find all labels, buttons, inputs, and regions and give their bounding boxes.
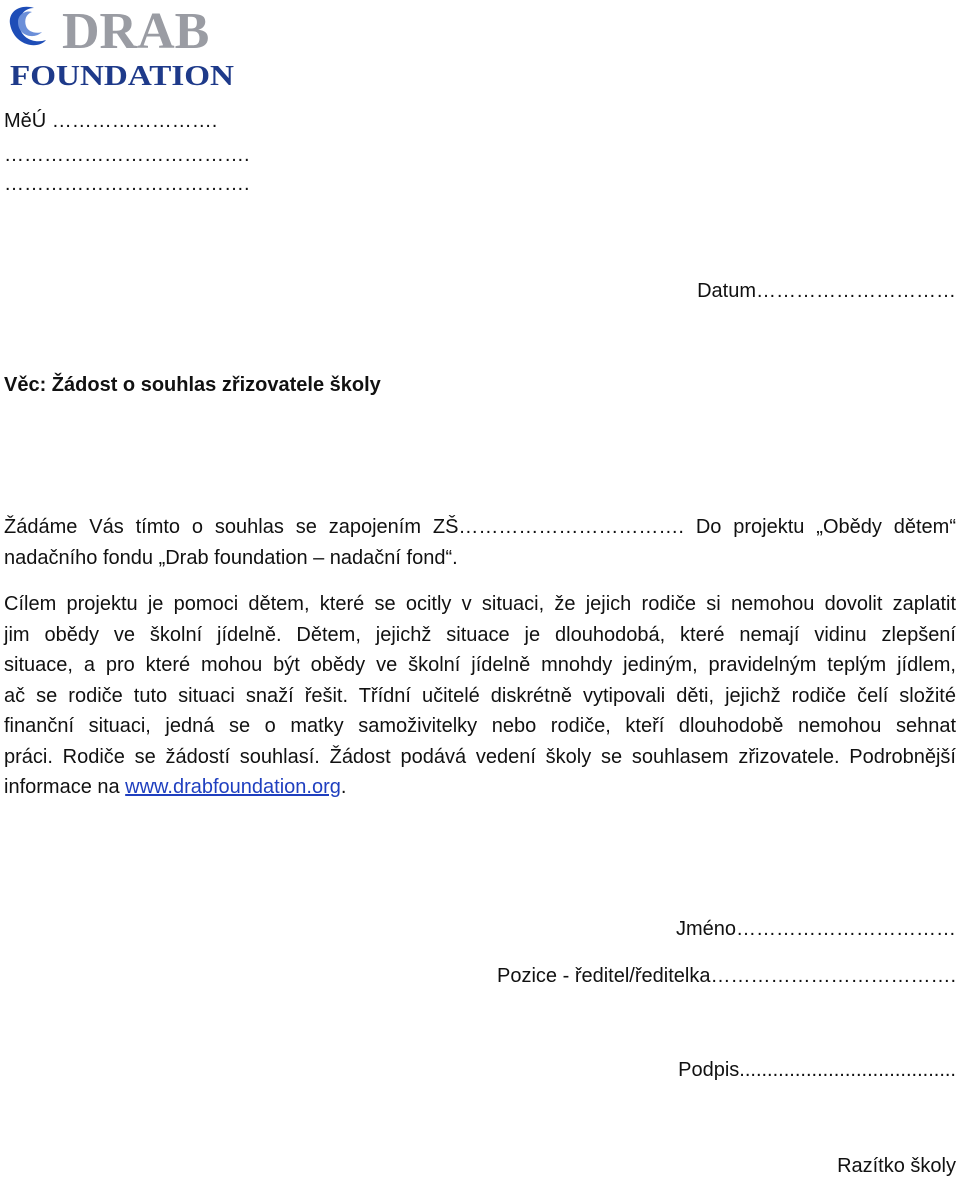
project-line-1: Cílem projektu je pomoci dětem, které se ocitly v situaci, že jejich rodiče si nemohou dovolit zaplatit xyxy=(4,593,956,615)
project-paragraph xyxy=(4,589,956,803)
project-line-6: práci. Rodiče se žádostí souhlasí. Žádost podává vedení školy se souhlasem zřizovatele. Podrobnější xyxy=(4,745,956,768)
project-line-2: jim obědy ve školní jídelně. Dětem, jejichž situace je dlouhodobá, které nemají vidinu zlepšení xyxy=(4,623,956,646)
swoosh-icon xyxy=(10,7,46,45)
signature-line: Podpis....................................... xyxy=(678,1059,956,1081)
logo-foundation-text: FOUNDATION xyxy=(10,61,234,88)
address-line-1: MěÚ ……………………. xyxy=(4,110,218,132)
drabfoundation-link[interactable]: www.drabfoundation.org xyxy=(125,776,341,798)
project-line-5: finanční situaci, jedná se o matky samoživitelky nebo rodiče, kteří dlouhodobě nemohou sehnat xyxy=(4,715,956,737)
drab-foundation-logo xyxy=(4,2,236,88)
date-line: Datum………………………… xyxy=(697,280,956,302)
logo-drab-text: DRAB xyxy=(62,3,210,60)
position-line: Pozice - ředitel/ředitelka………………………………. xyxy=(497,965,956,987)
address-line-2: ………………………………. xyxy=(4,144,250,166)
project-line-7 xyxy=(4,772,956,803)
request-line-2: nadačního fondu „Drab foundation – nadační fond“. xyxy=(4,546,458,569)
school-stamp-label: Razítko školy xyxy=(837,1155,956,1177)
info-suffix: . xyxy=(340,776,347,798)
request-paragraph xyxy=(4,512,956,573)
logo-graphic xyxy=(4,2,236,88)
request-line-1: Žádáme Vás tímto o souhlas se zapojením ZŠ……………………………. Do projektu „Obědy dětem“ xyxy=(4,516,956,538)
info-prefix: informace na xyxy=(4,776,126,798)
name-line: Jméno…………………………… xyxy=(675,918,956,940)
project-line-4: ač se rodiče tuto situaci snaží řešit. Třídní učitelé diskrétně vytipovali děti, jejichž rodiče čelí složité xyxy=(4,684,956,707)
address-line-3: ………………………………. xyxy=(4,173,250,195)
subject-line: Věc: Žádost o souhlas zřizovatele školy xyxy=(4,374,381,396)
project-line-3: situace, a pro které mohou být obědy ve školní jídelně mnohdy jediným, pravidelným teplým jídlem, xyxy=(4,654,956,676)
